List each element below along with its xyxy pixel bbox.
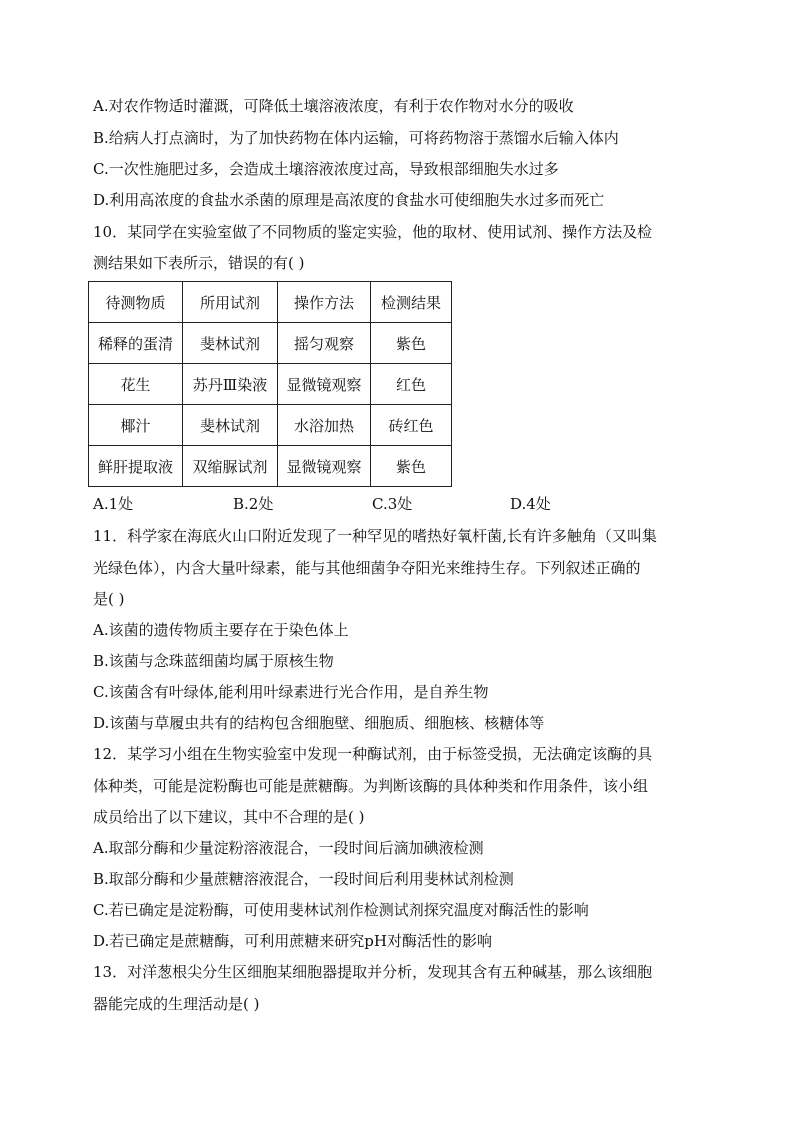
table-header-cell: 操作方法 <box>278 282 371 323</box>
q11-stem-line-1: 11．科学家在海底火山口附近发现了一种罕见的嗜热好氧杆菌,长有许多触角（又叫集 <box>93 527 657 545</box>
q12-stem-line-3: 成员给出了以下建议，其中不合理的是( ) <box>93 808 365 826</box>
table-row <box>89 405 452 446</box>
table-cell: 水浴加热 <box>278 405 371 446</box>
q10-stem-line-2: 测结果如下表所示，错误的有( ) <box>93 254 305 272</box>
table-cell: 砖红色 <box>371 405 452 446</box>
table-cell: 斐林试剂 <box>183 405 278 446</box>
q12-stem-line-2: 体种类，可能是淀粉酶也可能是蔗糖酶。为判断该酶的具体种类和作用条件，该小组 <box>93 777 649 795</box>
table-cell: 紫色 <box>371 323 452 364</box>
q10-stem-line-1: 10．某同学在实验室做了不同物质的鉴定实验，他的取材、使用试剂、操作方法及检 <box>93 223 653 241</box>
q12-stem-line-1: 12．某学习小组在生物实验室中发现一种酶试剂，由于标签受损，无法确定该酶的具 <box>93 745 653 763</box>
table-cell: 椰汁 <box>89 405 183 446</box>
table-row <box>89 323 452 364</box>
table-cell: 花生 <box>89 364 183 405</box>
table-cell: 红色 <box>371 364 452 405</box>
table-row <box>89 446 452 487</box>
table-header-cell: 待测物质 <box>89 282 183 323</box>
q11-option-a: A.该菌的遗传物质主要存在于染色体上 <box>93 621 349 639</box>
q10-option-b: B.2处 <box>233 495 274 513</box>
table-header-cell: 检测结果 <box>371 282 452 323</box>
q11-stem-line-2: 光绿色体），内含大量叶绿素，能与其他细菌争夺阳光来维持生存。下列叙述正确的 <box>93 559 641 577</box>
table-row <box>89 364 452 405</box>
table-cell: 显微镜观察 <box>278 364 371 405</box>
table-header-cell: 所用试剂 <box>183 282 278 323</box>
table-cell: 摇匀观察 <box>278 323 371 364</box>
q11-option-b: B.该菌与念珠蓝细菌均属于原核生物 <box>93 652 334 670</box>
q10-option-c: C.3处 <box>372 495 413 513</box>
q11-option-c: C.该菌含有叶绿体,能利用叶绿素进行光合作用，是自养生物 <box>93 683 489 701</box>
q12-option-a: A.取部分酶和少量淀粉溶液混合，一段时间后滴加碘液检测 <box>93 839 484 857</box>
q9-option-d: D.利用高浓度的食盐水杀菌的原理是高浓度的食盐水可使细胞失水过多而死亡 <box>93 191 605 209</box>
q10-option-a: A.1处 <box>93 495 134 513</box>
table-cell: 双缩脲试剂 <box>183 446 278 487</box>
q9-option-b: B.给病人打点滴时，为了加快药物在体内运输，可将药物溶于蒸馏水后输入体内 <box>93 129 619 147</box>
q13-stem-line-1: 13．对洋葱根尖分生区细胞某细胞器提取并分析，发现其含有五种碱基，那么该细胞 <box>93 963 653 981</box>
table-cell: 鲜肝提取液 <box>89 446 183 487</box>
table-cell: 苏丹Ⅲ染液 <box>183 364 278 405</box>
q12-option-b: B.取部分酶和少量蔗糖溶液混合，一段时间后利用斐林试剂检测 <box>93 870 514 888</box>
table-cell: 斐林试剂 <box>183 323 278 364</box>
q9-option-c: C.一次性施肥过多，会造成土壤溶液浓度过高，导致根部细胞失水过多 <box>93 160 559 178</box>
q10-option-d: D.4处 <box>510 495 551 513</box>
table-cell: 显微镜观察 <box>278 446 371 487</box>
q11-option-d: D.该菌与草履虫共有的结构包含细胞壁、细胞质、细胞核、核糖体等 <box>93 714 545 732</box>
q13-stem-line-2: 器能完成的生理活动是( ) <box>93 995 260 1013</box>
q11-stem-line-3: 是( ) <box>93 590 125 608</box>
q10-experiment-table <box>88 281 452 487</box>
table-cell: 紫色 <box>371 446 452 487</box>
q12-option-d: D.若已确定是蔗糖酶，可利用蔗糖来研究pH对酶活性的影响 <box>93 932 492 950</box>
q9-option-a: A.对农作物适时灌溉，可降低土壤溶液浓度，有利于农作物对水分的吸收 <box>93 97 574 115</box>
q12-option-c: C.若已确定是淀粉酶，可使用斐林试剂作检测试剂探究温度对酶活性的影响 <box>93 901 589 919</box>
table-header-row <box>89 282 452 323</box>
table-cell: 稀释的蛋清 <box>89 323 183 364</box>
